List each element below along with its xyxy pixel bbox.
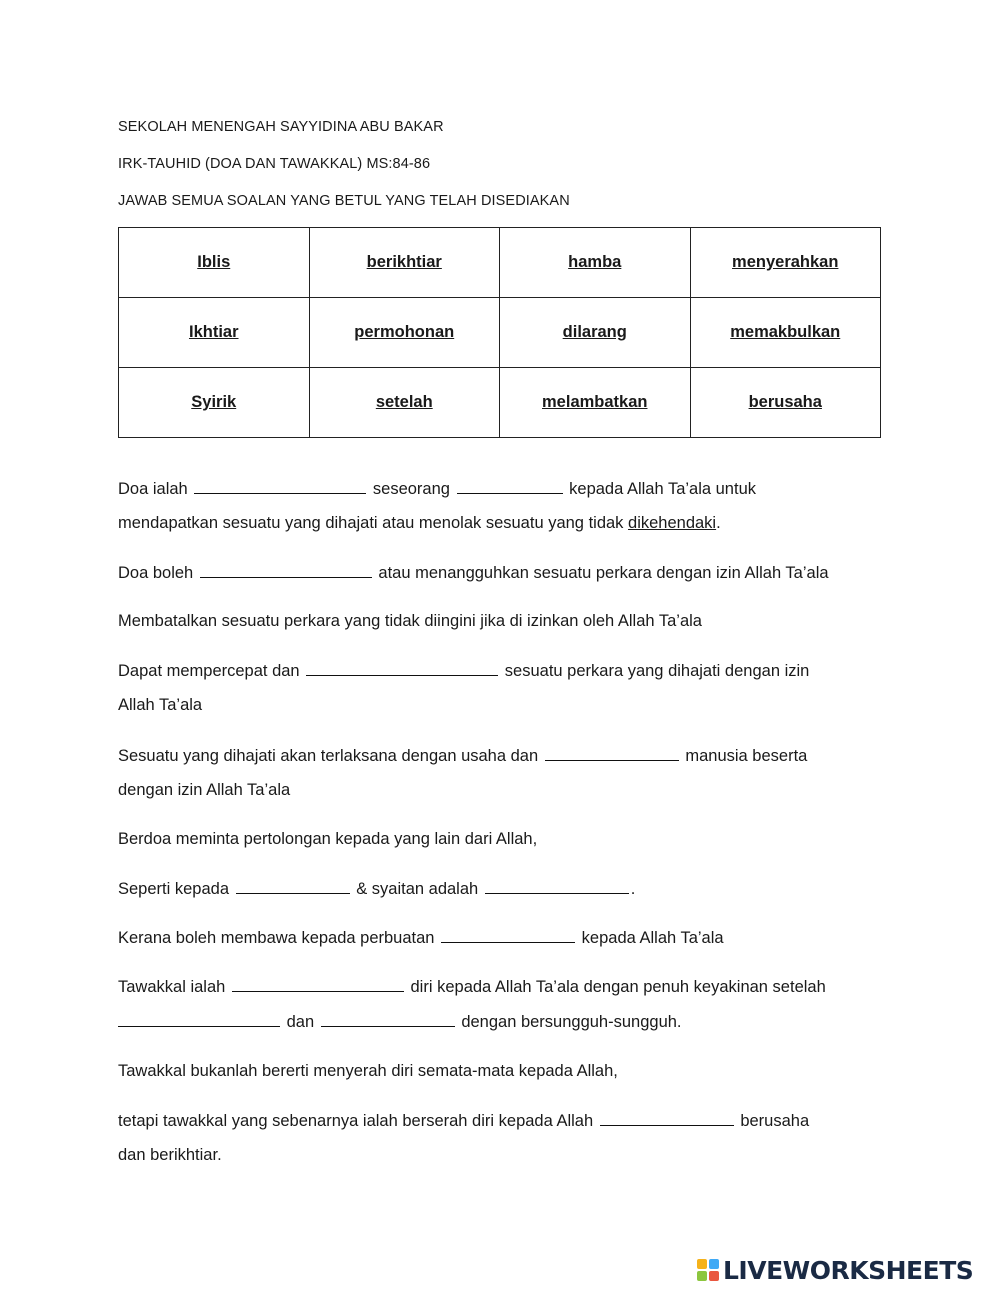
word-bank-cell: berusaha bbox=[690, 368, 881, 438]
word-bank-cell: Iblis bbox=[119, 228, 310, 298]
question-1-line-2 bbox=[118, 514, 721, 533]
logo-text: LIVEWORKSHEETS bbox=[723, 1255, 974, 1285]
question-text: . bbox=[716, 514, 721, 532]
question-5-line-2: dengan izin Allah Ta’ala bbox=[118, 781, 291, 799]
question-text: seseorang bbox=[372, 480, 450, 498]
question-11-line-2: dan berikhtiar. bbox=[118, 1146, 222, 1164]
logo-square bbox=[697, 1271, 707, 1281]
question-text: tetapi tawakkal yang sebenarnya ialah berserah diri kepada Allah bbox=[118, 1112, 594, 1130]
word-bank-cell: Ikhtiar bbox=[119, 298, 310, 368]
question-2-line bbox=[118, 563, 829, 583]
answer-blank-3[interactable] bbox=[200, 563, 372, 578]
question-text: Kerana boleh membawa kepada perbuatan bbox=[118, 929, 435, 947]
question-text: diri kepada Allah Ta’ala dengan penuh keyakinan setelah bbox=[410, 978, 826, 996]
question-text: . bbox=[630, 880, 636, 898]
answer-blank-1[interactable] bbox=[194, 479, 366, 494]
question-6-line: Berdoa meminta pertolongan kepada yang lain dari Allah, bbox=[118, 830, 538, 848]
word-bank-row bbox=[119, 368, 881, 438]
answer-blank-2[interactable] bbox=[457, 479, 563, 494]
logo-icon bbox=[697, 1259, 719, 1281]
word-bank-cell: dilarang bbox=[500, 298, 691, 368]
word-bank-cell: Syirik bbox=[119, 368, 310, 438]
answer-blank-10[interactable] bbox=[118, 1012, 280, 1027]
word-bank-cell: melambatkan bbox=[500, 368, 691, 438]
question-text: atau menangguhkan sesuatu perkara dengan izin Allah Ta’ala bbox=[378, 564, 829, 582]
word-bank-row bbox=[119, 228, 881, 298]
answer-blank-4[interactable] bbox=[306, 661, 498, 676]
logo-square bbox=[709, 1259, 719, 1269]
question-10-line: Tawakkal bukanlah bererti menyerah diri semata-mata kepada Allah, bbox=[118, 1062, 618, 1080]
subject-title: IRK-TAUHID (DOA DAN TAWAKKAL) MS:84-86 bbox=[118, 156, 431, 172]
question-text: kepada Allah Ta’ala bbox=[581, 929, 724, 947]
word-bank-cell: menyerahkan bbox=[690, 228, 881, 298]
question-9-line-2 bbox=[118, 1012, 682, 1032]
question-text: Doa ialah bbox=[118, 480, 188, 498]
question-4-line-2: Allah Ta’ala bbox=[118, 696, 203, 714]
school-name: SEKOLAH MENENGAH SAYYIDINA ABU BAKAR bbox=[118, 119, 444, 135]
question-text: Tawakkal ialah bbox=[118, 978, 226, 996]
question-text: Doa boleh bbox=[118, 564, 194, 582]
answer-blank-6[interactable] bbox=[236, 879, 350, 894]
word-bank-row bbox=[119, 298, 881, 368]
word-bank-cell: permohonan bbox=[309, 298, 500, 368]
question-text: dan bbox=[286, 1013, 315, 1031]
underlined-word: dikehendaki bbox=[628, 514, 717, 532]
question-text: Dapat mempercepat dan bbox=[118, 662, 300, 680]
question-text: Seperti kepada bbox=[118, 880, 229, 898]
question-text: sesuatu perkara yang dihajati dengan izin bbox=[504, 662, 810, 680]
word-bank-cell: hamba bbox=[500, 228, 691, 298]
question-4-line-1 bbox=[118, 661, 809, 681]
question-9-line-1 bbox=[118, 977, 826, 997]
question-text: manusia beserta bbox=[685, 747, 808, 765]
answer-blank-12[interactable] bbox=[600, 1111, 734, 1126]
question-11-line-1 bbox=[118, 1111, 809, 1131]
question-text: kepada Allah Ta’ala untuk bbox=[569, 480, 756, 498]
liveworksheets-logo bbox=[697, 1255, 973, 1285]
question-8-line bbox=[118, 928, 724, 948]
answer-blank-5[interactable] bbox=[545, 746, 679, 761]
word-bank-cell: berikhtiar bbox=[309, 228, 500, 298]
word-bank-table bbox=[118, 227, 881, 438]
question-5-line-1 bbox=[118, 746, 807, 766]
question-text: mendapatkan sesuatu yang dihajati atau menolak sesuatu yang tidak bbox=[118, 514, 624, 532]
answer-blank-9[interactable] bbox=[232, 977, 404, 992]
question-1-line-1 bbox=[118, 479, 756, 499]
instruction-text: JAWAB SEMUA SOALAN YANG BETUL YANG TELAH DISEDIAKAN bbox=[118, 193, 570, 209]
logo-square bbox=[697, 1259, 707, 1269]
answer-blank-7[interactable] bbox=[485, 879, 629, 894]
answer-blank-11[interactable] bbox=[321, 1012, 455, 1027]
word-bank-cell: setelah bbox=[309, 368, 500, 438]
word-bank-cell: memakbulkan bbox=[690, 298, 881, 368]
logo-square bbox=[709, 1271, 719, 1281]
question-7-line bbox=[118, 879, 635, 899]
question-text: dengan bersungguh-sungguh. bbox=[461, 1013, 682, 1031]
question-text: berusaha bbox=[740, 1112, 810, 1130]
question-text: & syaitan adalah bbox=[356, 880, 479, 898]
question-3-line: Membatalkan sesuatu perkara yang tidak diingini jika di izinkan oleh Allah Ta’ala bbox=[118, 612, 702, 630]
answer-blank-8[interactable] bbox=[441, 928, 575, 943]
question-text: Sesuatu yang dihajati akan terlaksana dengan usaha dan bbox=[118, 747, 539, 765]
